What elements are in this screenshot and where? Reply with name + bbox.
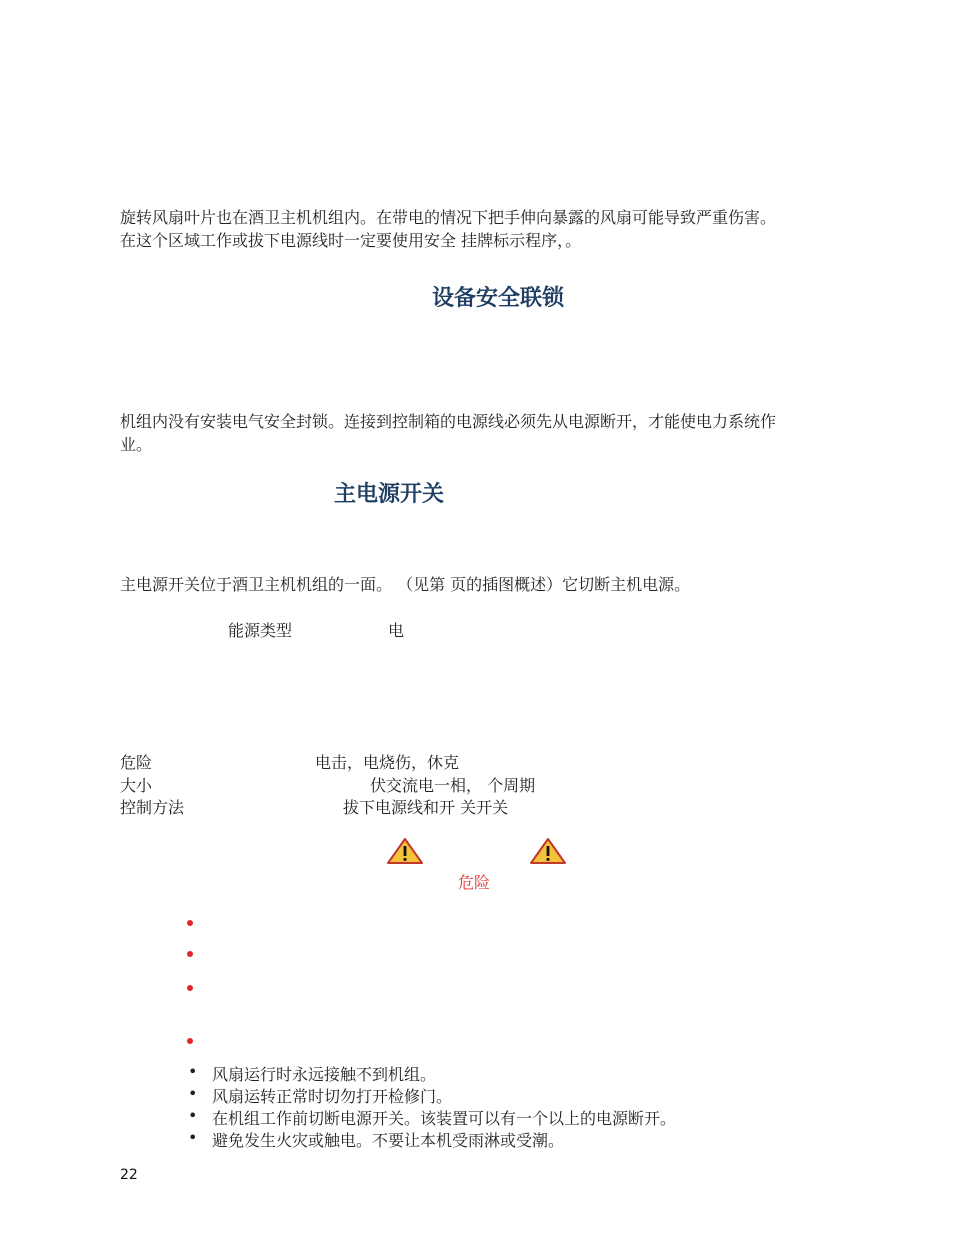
red-bullet-dot: [187, 920, 193, 926]
hazard-value: 电击，电烧伤，休克: [315, 753, 460, 772]
bullet-text: 风扇运行时永远接触不到机组。: [212, 1065, 437, 1084]
red-bullet-dot: [187, 985, 193, 991]
list-item: [188, 1084, 788, 1106]
bullet-text: 避免发生火灾或触电。不要让本机受雨淋或受潮。: [212, 1131, 565, 1150]
list-item: [188, 1062, 788, 1084]
red-bullet-dot: [187, 1038, 193, 1044]
list-item: [188, 1128, 788, 1150]
bullet-text: 在机组工作前切断电源开关。该装置可以有一个以上的电源断开。: [212, 1109, 677, 1128]
energy-type-value: 电: [388, 621, 405, 640]
main-switch-paragraph: 主电源开关位于酒卫主机机组的一面。 （见第 页的插图概述）它切断主机电源。: [120, 575, 691, 594]
list-item: [188, 1106, 788, 1128]
magnitude-value: 伏交流电一相， 个周期: [370, 776, 536, 795]
danger-warning-label: 危险: [458, 873, 491, 892]
bullet-marker: •: [188, 1128, 198, 1147]
interlock-paragraph: [120, 410, 776, 456]
heading-equipment-interlock: 设备安全联锁: [432, 286, 565, 311]
energy-type-label: 能源类型: [228, 621, 293, 640]
control-method-value: 拔下电源线和开 关开关: [343, 798, 509, 817]
warning-triangle-icon: [386, 837, 424, 865]
heading-main-power-switch: 主电源开关: [334, 482, 445, 507]
warning-triangle-icon: [529, 837, 567, 865]
intro-line-2: 在这个区域工作或拔下电源线时一定要使用安全 挂牌标示程序，。: [120, 231, 582, 250]
magnitude-label: 大小: [120, 776, 153, 795]
interlock-line-2: 业。: [120, 435, 153, 454]
bullet-marker: •: [188, 1084, 198, 1103]
bullet-marker: •: [188, 1106, 198, 1125]
hazard-label: 危险: [120, 753, 153, 772]
bullet-text: 风扇运转正常时切勿打开检修门。: [212, 1087, 453, 1106]
control-method-label: 控制方法: [120, 798, 185, 817]
intro-line-1: 旋转风扇叶片也在酒卫主机机组内。在带电的情况下把手伸向暴露的风扇可能导致严重伤害。: [120, 208, 777, 227]
bullet-marker: •: [188, 1062, 198, 1081]
red-bullet-dot: [187, 951, 193, 957]
intro-paragraph: [120, 206, 776, 252]
interlock-line-1: 机组内没有安装电气安全封锁。连接到控制箱的电源线必须先从电源断开，才能使电力系统作: [120, 412, 777, 431]
page-number: 22: [120, 1167, 138, 1183]
